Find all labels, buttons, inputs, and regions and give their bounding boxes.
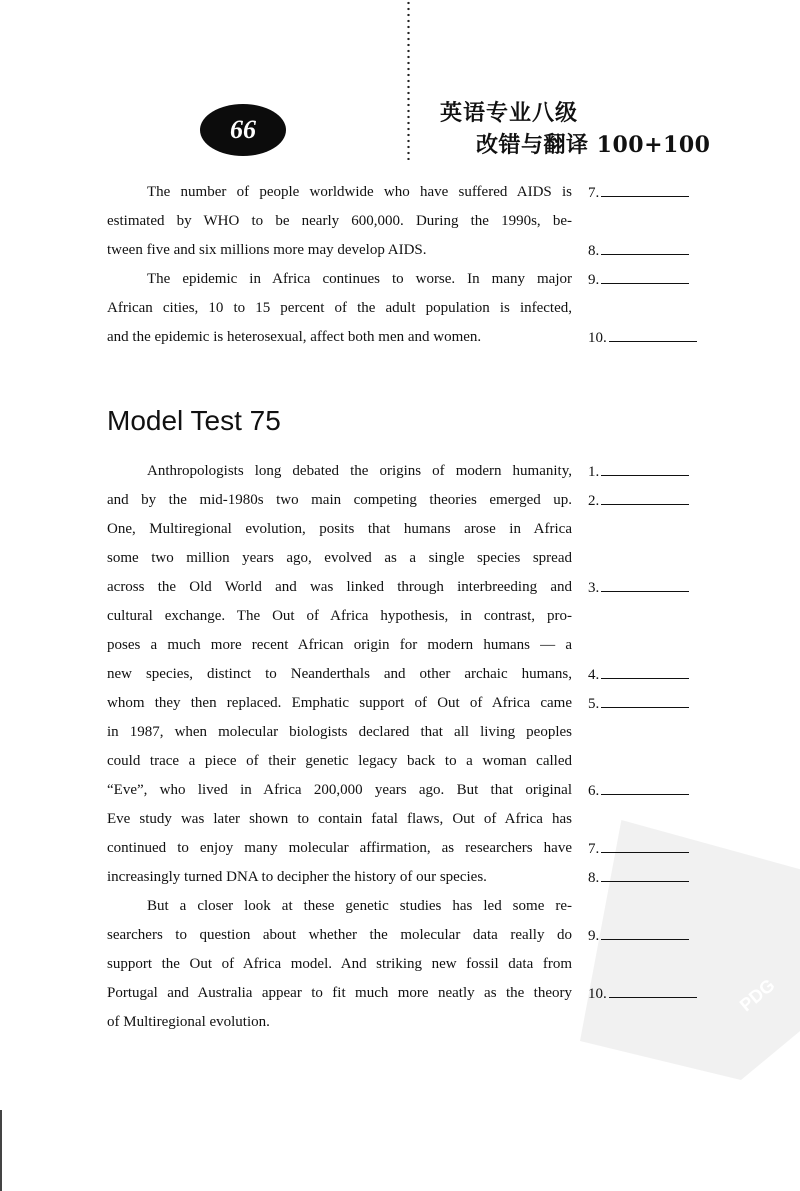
- answer-blank[interactable]: [588, 461, 689, 482]
- passage-line: poses a much more recent African origin for modern humans — a: [107, 637, 572, 653]
- blank-number: 1.: [588, 464, 600, 480]
- passage-line: and by the mid-1980s two main competing theories emerged up.: [107, 492, 572, 508]
- passage-line: Anthropologists long debated the origins of modern humanity,: [147, 463, 572, 479]
- blank-number: 7.: [588, 841, 600, 857]
- blank-rule: [601, 780, 689, 795]
- answer-blank[interactable]: [588, 327, 697, 348]
- passage-line: African cities, 10 to 15 percent of the adult population is infected,: [107, 300, 572, 316]
- passage-line: But a closer look at these genetic studies has led some re-: [147, 898, 572, 914]
- passage-line: in 1987, when molecular biologists declared that all living peoples: [107, 724, 572, 740]
- answer-blank[interactable]: [588, 490, 689, 511]
- blank-number: 10.: [588, 330, 607, 346]
- blank-number: 5.: [588, 696, 600, 712]
- answer-blank[interactable]: [588, 664, 689, 685]
- passage-line: One, Multiregional evolution, posits that humans arose in Africa: [107, 521, 572, 537]
- blank-rule: [601, 182, 689, 197]
- blank-rule: [609, 327, 697, 342]
- blank-rule: [601, 240, 689, 255]
- blank-number: 9.: [588, 272, 600, 288]
- answer-blank[interactable]: [588, 240, 689, 261]
- answer-blank[interactable]: [588, 867, 689, 888]
- blank-rule: [601, 461, 689, 476]
- passage-line: support the Out of Africa model. And striking new fossil data from: [107, 956, 572, 972]
- blank-rule: [601, 269, 689, 284]
- passage-line: Portugal and Australia appear to fit much more neatly as the theory: [107, 985, 572, 1001]
- passage-line: tween five and six millions more may develop AIDS.: [107, 242, 427, 258]
- blank-number: 8.: [588, 870, 600, 886]
- passage-line: new species, distinct to Neanderthals and other archaic humans,: [107, 666, 572, 682]
- passage-line: “Eve”, who lived in Africa 200,000 years ago. But that original: [107, 782, 572, 798]
- passage-line: searchers to question about whether the molecular data really do: [107, 927, 572, 943]
- answer-blank[interactable]: [588, 838, 689, 859]
- blank-number: 8.: [588, 243, 600, 259]
- blank-number: 10.: [588, 986, 607, 1002]
- blank-rule: [601, 490, 689, 505]
- passage-line: could trace a piece of their genetic legacy back to a woman called: [107, 753, 572, 769]
- answer-blank[interactable]: [588, 925, 689, 946]
- blank-rule: [601, 838, 689, 853]
- answer-blank[interactable]: [588, 983, 697, 1004]
- blank-rule: [601, 925, 689, 940]
- blank-number: 2.: [588, 493, 600, 509]
- passage-line: whom they then replaced. Emphatic support of Out of Africa came: [107, 695, 572, 711]
- watermark-text: PDG: [735, 974, 779, 1016]
- passage-line: The number of people worldwide who have suffered AIDS is: [147, 184, 572, 200]
- blank-number: 6.: [588, 783, 600, 799]
- book-title-line1: 英语专业八级: [440, 100, 579, 126]
- passage-line: increasingly turned DNA to decipher the history of our species.: [107, 869, 487, 885]
- passage-line: of Multiregional evolution.: [107, 1014, 270, 1030]
- book-title-line2: 改错与翻译 100+100: [476, 132, 711, 158]
- page-edge-rule: [0, 1110, 2, 1191]
- watermark-seal: [580, 820, 800, 1080]
- answer-blank[interactable]: [588, 182, 689, 203]
- page-number: 66: [230, 115, 256, 144]
- passage-line: and the epidemic is heterosexual, affect both men and women.: [107, 329, 482, 345]
- blank-rule: [601, 577, 689, 592]
- page-number-badge: [200, 104, 286, 156]
- answer-blank[interactable]: [588, 577, 689, 598]
- answer-blank[interactable]: [588, 780, 689, 801]
- blank-rule: [601, 693, 689, 708]
- passage-line: across the Old World and was linked through interbreeding and: [107, 579, 572, 595]
- answer-blank[interactable]: [588, 269, 689, 290]
- dotted-divider: [407, 0, 410, 160]
- passage-line: cultural exchange. The Out of Africa hypothesis, in contrast, pro-: [107, 608, 572, 624]
- blank-rule: [601, 867, 689, 882]
- passage-line: some two million years ago, evolved as a single species spread: [107, 550, 572, 566]
- section-title: Model Test 75: [107, 405, 281, 436]
- blank-number: 3.: [588, 580, 600, 596]
- passage-line: estimated by WHO to be nearly 600,000. During the 1990s, be-: [107, 213, 572, 229]
- blank-number: 7.: [588, 185, 600, 201]
- blank-number: 4.: [588, 667, 600, 683]
- blank-rule: [609, 983, 697, 998]
- passage-line: Eve study was later shown to contain fatal flaws, Out of Africa has: [107, 811, 572, 827]
- passage-line: The epidemic in Africa continues to worse. In many major: [147, 271, 572, 287]
- blank-rule: [601, 664, 689, 679]
- blank-number: 9.: [588, 928, 600, 944]
- passage-line: continued to enjoy many molecular affirmation, as researchers have: [107, 840, 572, 856]
- answer-blank[interactable]: [588, 693, 689, 714]
